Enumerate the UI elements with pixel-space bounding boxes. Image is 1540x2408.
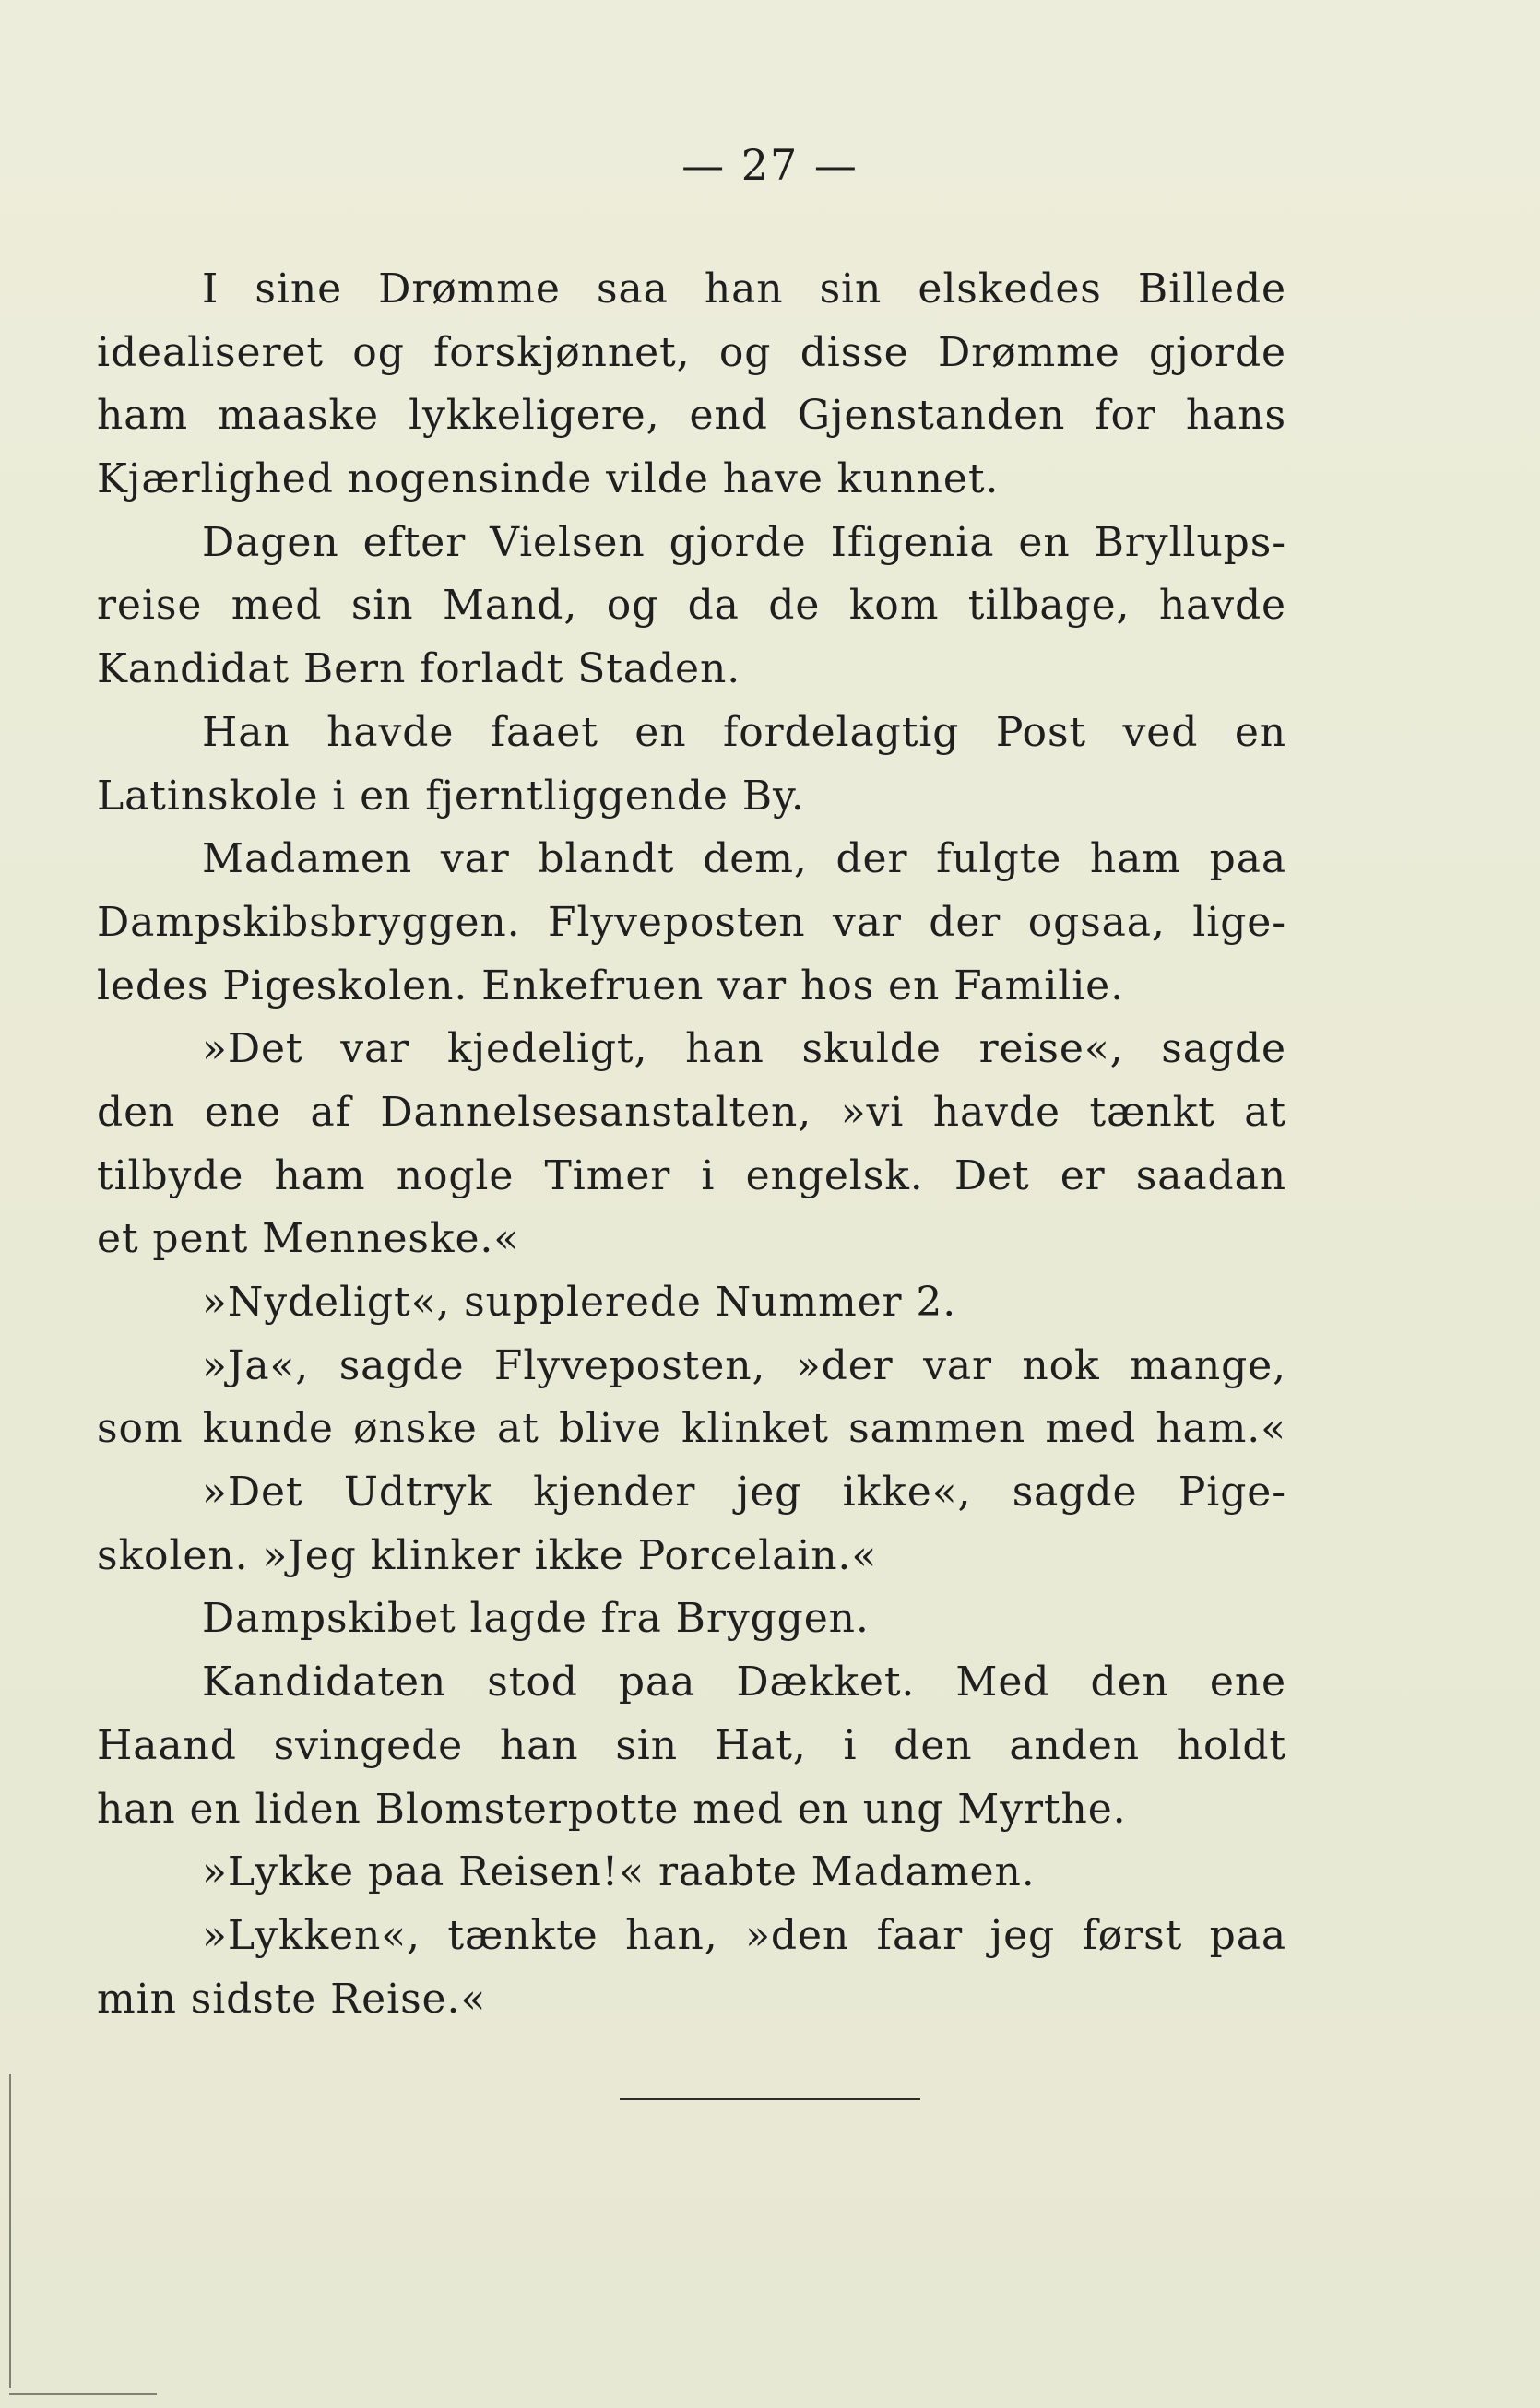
text-line: den ene af Dannelsesanstalten, »vi havde tænkt at [97,1088,1286,1136]
text-line: Dampskibet lagde fra Bryggen. [202,1595,870,1643]
text-line: »Det var kjedeligt, han skulde reise«, sagde [202,1025,1286,1073]
text-line: min sidste Reise.« [97,1975,487,2023]
text-line: Dagen efter Vielsen gjorde Ifigenia en Bryllups- [202,518,1286,566]
text-line: tilbyde ham nogle Timer i engelsk. Det er saadan [97,1151,1286,1199]
text-line: ham maaske lykkeligere, end Gjenstanden for hans [97,392,1286,440]
scan-edge-line [9,2074,11,2388]
text-line: Kandidat Bern forladt Staden. [97,645,741,693]
text-line: idealiseret og forskjønnet, og disse Drømme gjorde [97,328,1286,376]
text-line: »Nydeligt«, supplerede Nummer 2. [202,1279,957,1326]
text-line: »Ja«, sagde Flyveposten, »der var nok mange, [202,1341,1286,1389]
text-line: Han havde faaet en fordelagtig Post ved en [202,708,1286,756]
text-line: ledes Pigeskolen. Enkefruen var hos en Familie. [97,962,1125,1009]
text-line: et pent Menneske.« [97,1215,520,1263]
text-line: I sine Drømme saa han sin elskedes Billede [202,266,1286,313]
end-rule [620,2098,920,2100]
text-line: Latinskole i en fjerntliggende By. [97,772,805,820]
text-line: »Det Udtryk kjender jeg ikke«, sagde Pige- [202,1469,1286,1517]
text-line: som kunde ønske at blive klinket sammen med ham.« [97,1405,1286,1453]
text-line: Haand svingede han sin Hat, i den anden holdt [97,1721,1286,1769]
text-line: skolen. »Jeg klinker ikke Porcelain.« [97,1531,878,1579]
text-line: Madamen var blandt dem, der fulgte ham paa [202,835,1286,883]
text-line: han en liden Blomsterpotte med en ung Myrthe. [97,1785,1127,1833]
text-line: Dampskibsbryggen. Flyveposten var der ogsaa, lige- [97,898,1286,946]
body-text [97,258,1286,2031]
text-line: Kandidaten stod paa Dækket. Med den ene [202,1658,1286,1706]
page-number: — 27 — [681,140,859,190]
scan-edge-foot [9,2393,157,2395]
text-line: Kjærlighed nogensinde vilde have kunnet. [97,455,1000,503]
text-line: reise med sin Mand, og da de kom tilbage, havde [97,582,1286,630]
text-line: »Lykke paa Reisen!« raabte Madamen. [202,1848,1036,1896]
text-line: »Lykken«, tænkte han, »den faar jeg først paa [202,1911,1286,1959]
